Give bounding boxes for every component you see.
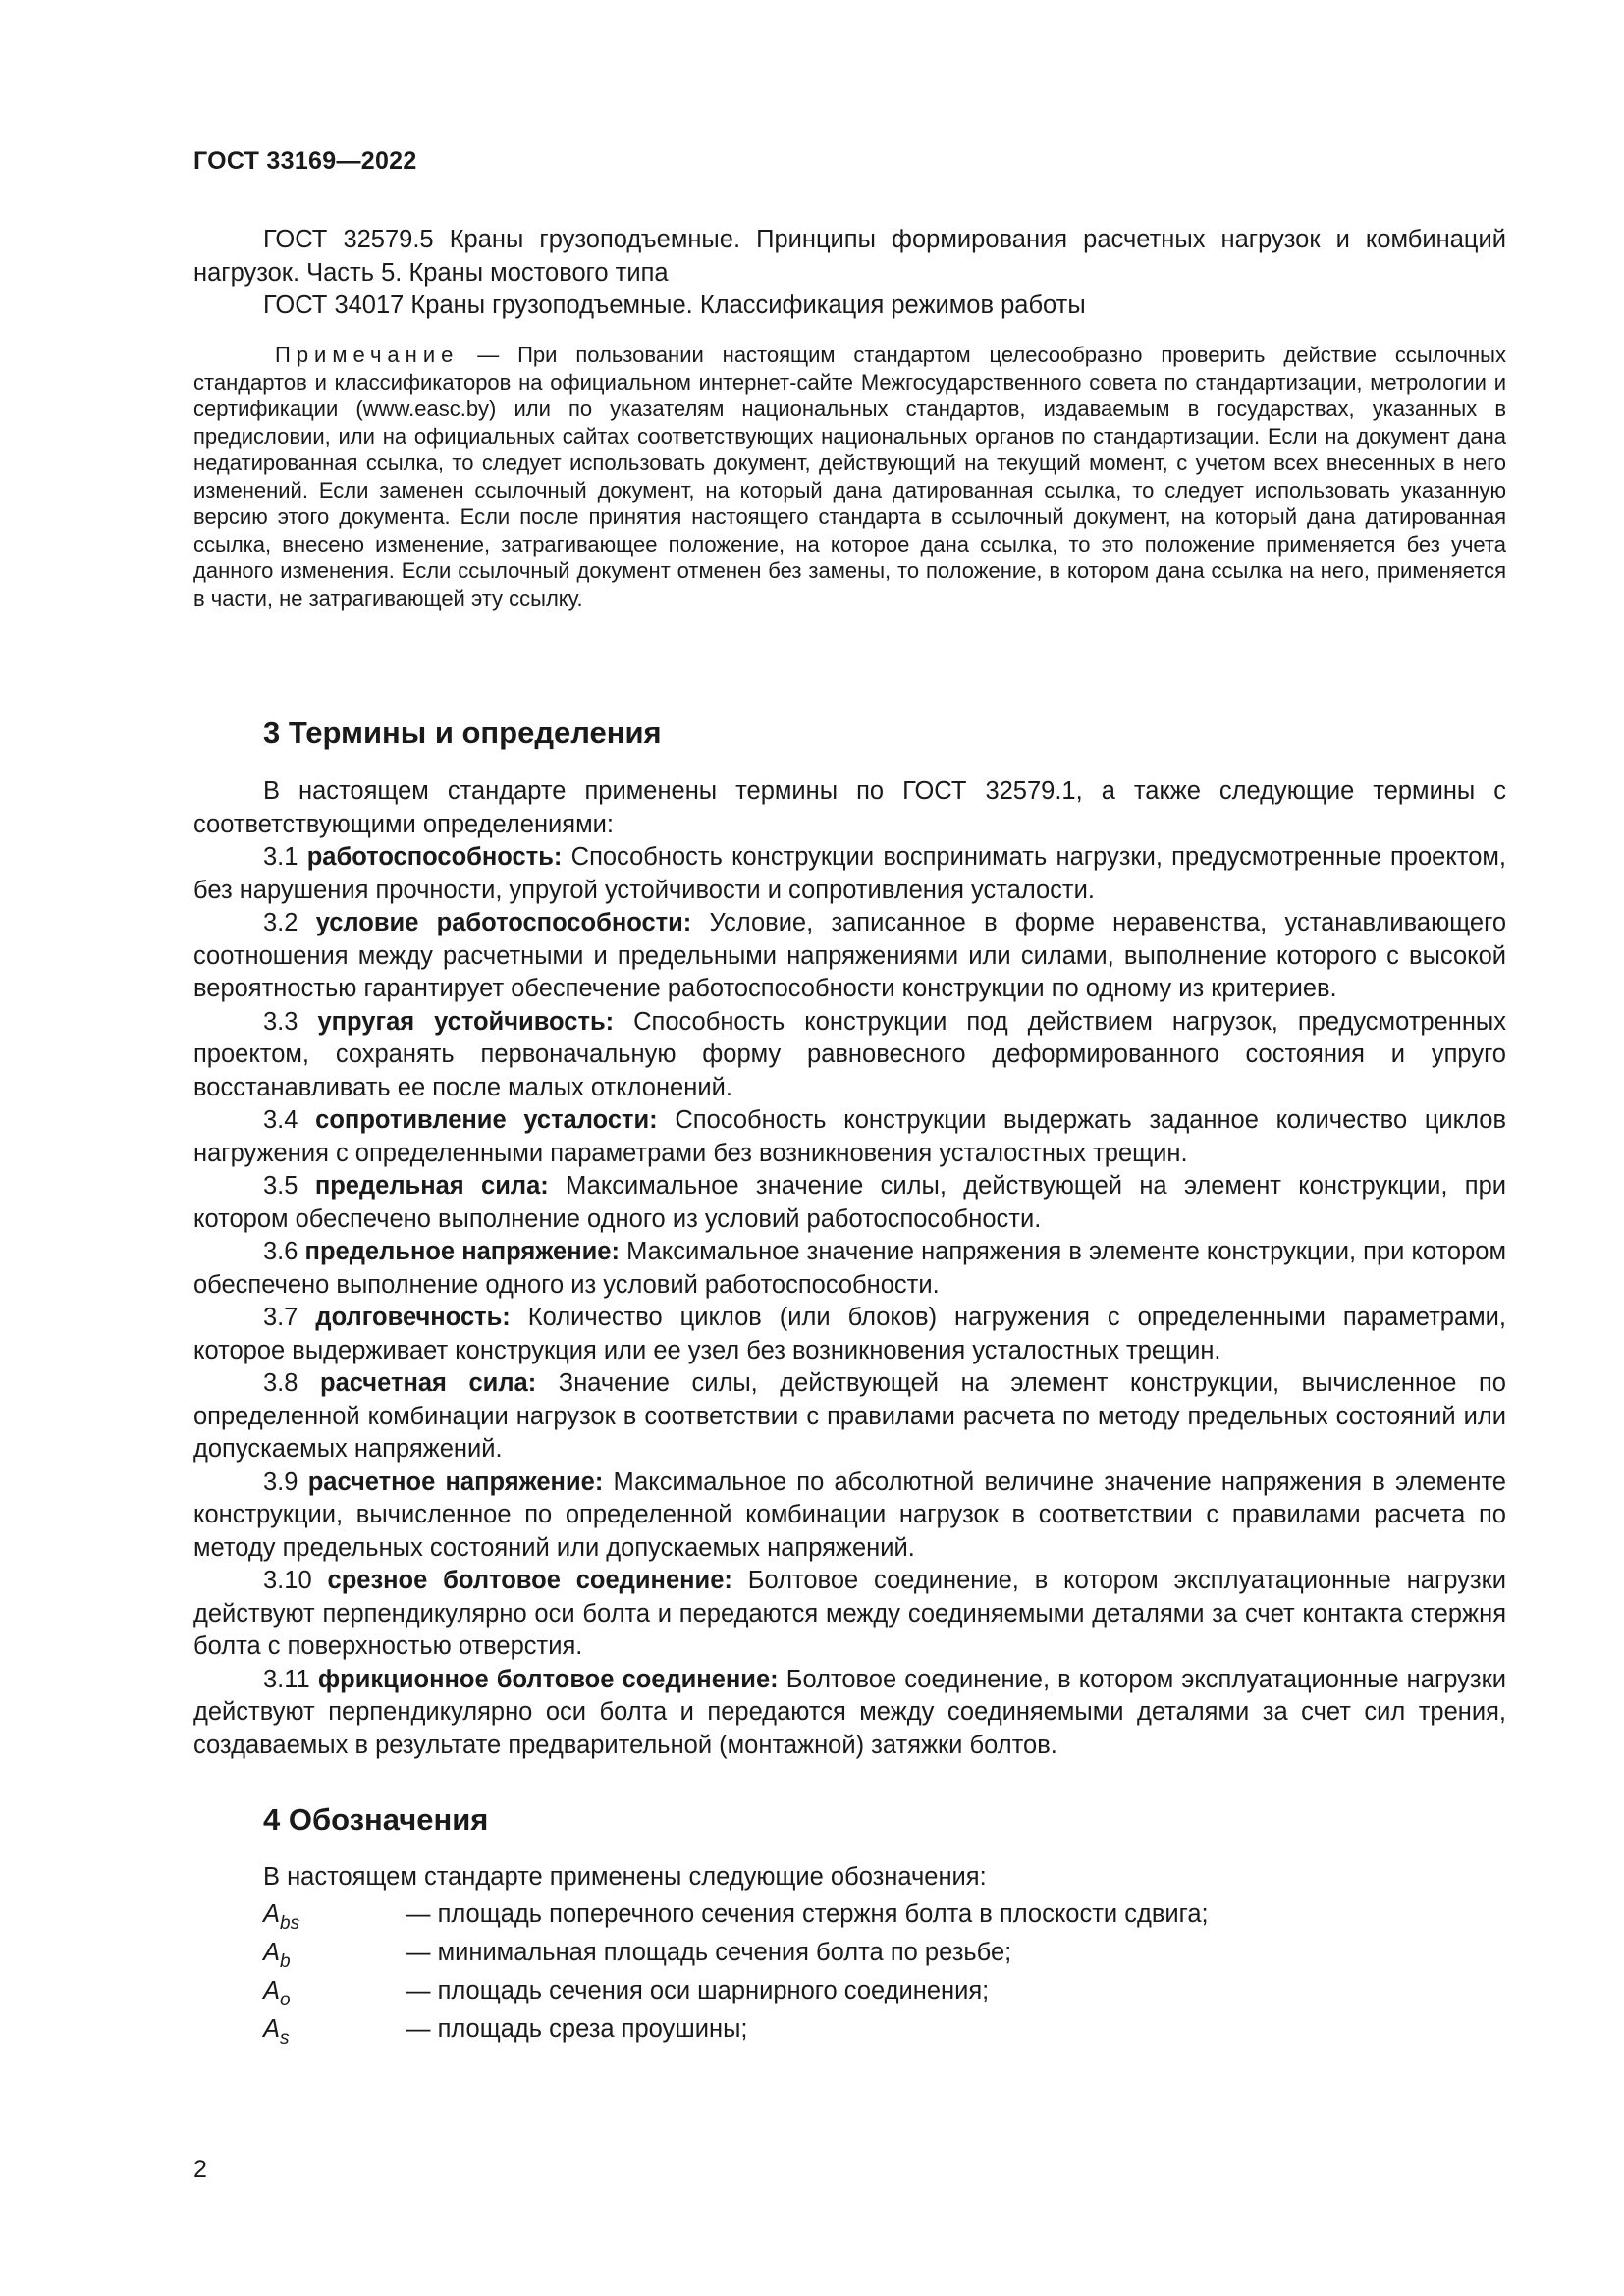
symbol-row [193,1939,1506,1977]
symbol-row [193,1900,1506,1939]
symbol-description: — площадь среза проушины; [406,2014,748,2043]
term-name: сопротивление усталости: [315,1106,658,1134]
symbol-base: A [263,1938,281,1966]
term-name: упругая устойчивость: [317,1007,615,1036]
term-name: условие работоспособности: [315,909,692,936]
symbols-list [193,1900,1506,2054]
term-text: Количество циклов (или блоков) нагружения с определенными параметрами, которое выдерживает конструкция или ее узел без возникновения усталостных трещин. [193,1304,1506,1364]
section-3-heading: 3 Термины и определения [263,716,662,750]
term-definition [193,1170,1506,1236]
note-label: Примечание [275,343,460,367]
term-text: Значение силы, действующей на элемент конструкции, вычисленное по определенной комбинации нагрузок в соответствии с правилами расчета по методу предельных состояний или допускаемых напряжений. [193,1369,1506,1463]
term-text: Максимальное значение напряжения в элементе конструкции, при котором обеспечено выполнение одного из условий работоспособности. [193,1238,1506,1299]
symbol [263,1900,299,1935]
term-number: 3.6 [263,1238,298,1265]
term-definition [193,1302,1506,1367]
term-text: Болтовое соединение, в котором эксплуатационные нагрузки действуют перпендикулярно оси болта и передаются между соединяемыми деталями за счет контакта стержня болта с поверхностью отверстия. [193,1567,1506,1660]
term-number: 3.3 [263,1007,298,1036]
term-number: 3.2 [263,909,298,936]
symbol-subscript: b [280,1950,291,1972]
reference-item: ГОСТ 32579.5 Краны грузоподъемные. Принципы формирования расчетных нагрузок и комбинаций нагрузок. Часть 5. Краны мостового типа [193,226,1506,287]
term-definition [193,1104,1506,1170]
terms-list [193,841,1506,1762]
section-4-heading: 4 Обозначения [263,1802,489,1837]
references-list [193,224,1506,323]
symbol-row [193,1977,1506,2015]
term-name: срезное болтовое соединение: [327,1567,732,1594]
note-block [193,342,1506,612]
term-definition [193,1664,1506,1763]
symbol-subscript: bs [280,1912,300,1934]
document-header: ГОСТ 33169—2022 [193,147,417,175]
term-definition [193,1367,1506,1467]
term-text: Максимальное значение силы, действующей на элемент конструкции, при котором обеспечено выполнение одного из условий работоспособности. [193,1172,1507,1233]
term-definition [193,1006,1506,1105]
term-name: предельное напряжение: [304,1238,620,1265]
term-number: 3.1 [263,843,298,871]
term-name: работоспособность: [306,843,563,871]
term-name: расчетная сила: [320,1369,537,1397]
term-name: фрикционное болтовое соединение: [317,1665,779,1693]
symbol-base: A [263,1899,281,1928]
term-definition [193,841,1506,907]
term-name: предельная сила: [314,1172,549,1200]
term-name: расчетное напряжение: [307,1468,604,1496]
symbol-description: — площадь сечения оси шарнирного соединения; [406,1976,990,2004]
symbol-description: — минимальная площадь сечения болта по резьбе; [406,1938,1012,1966]
term-number: 3.9 [263,1468,298,1496]
term-definition [193,1467,1506,1566]
term-definition [193,907,1506,1006]
symbol-subscript: o [280,1989,291,2010]
term-number: 3.8 [263,1369,298,1397]
section-4-body [193,1861,1506,2054]
note-body: — При пользовании настоящим стандартом целесообразно проверить действие ссылочных стандартов и классификаторов на официальном интернет-сайте Межгосударственного совета по стандартизации, метрологии и сертификации (www.easc.by) или по указателям национальных стандартов, издаваемым в государствах, указанных в предисловии, или на официальных сайтах соответствующих национальных органов по стандартизации. Если на документ дана недатированная ссылка, то следует использовать документ, действующий на текущий момент, с учетом всех внесенных в него изменений. Если заменен ссылочный документ, на который дана датированная ссылка, то следует использовать указанную версию этого документа. Если после принятия настоящего стандарта в ссылочный документ, на который дана датированная ссылка, внесено изменение, затрагивающее положение, на которое дана ссылка, то это положение применяется без учета данного изменения. Если ссылочный документ отменен без замены, то положение, в котором дана ссылка на него, применяется в части, не затрагивающей эту ссылку. [193,343,1506,611]
symbol-base: A [263,2014,281,2043]
term-number: 3.11 [263,1665,310,1693]
symbol-subscript: s [280,2027,290,2049]
symbol-description: — площадь поперечного сечения стержня болта в плоскости сдвига; [406,1899,1209,1928]
term-definition [193,1236,1506,1302]
section-4-intro: В настоящем стандарте применены следующие обозначения: [263,1863,987,1891]
section-3-body [193,775,1506,1762]
term-number: 3.7 [263,1304,298,1331]
symbol-base: A [263,1976,281,2004]
term-name: долговечность: [315,1304,511,1331]
term-text: Способность конструкции воспринимать нагрузки, предусмотренные проектом, без нарушения прочности, упругой устойчивости и сопротивления усталости. [193,843,1506,904]
term-number: 3.10 [263,1567,312,1594]
reference-item: ГОСТ 34017 Краны грузоподъемные. Классификация режимов работы [263,292,1086,319]
term-text: Болтовое соединение, в котором эксплуатационные нагрузки действуют перпендикулярно оси болта и передаются между соединяемыми деталями за счет сил трения, создаваемых в результате предварительной (монтажной) затяжки болтов. [193,1665,1506,1759]
term-text: Способность конструкции под действием нагрузок, предусмотренных проектом, сохранять первоначальную форму равновесного деформированного состояния и упруго восстанавливать ее после малых отклонений. [193,1007,1506,1101]
term-text: Условие, записанное в форме неравенства, устанавливающего соотношения между расчетными и предельными напряжениями или силами, выполнение которого с высокой вероятностью гарантирует обеспечение работоспособности конструкции по одному из критериев. [193,909,1506,1002]
note-text [193,342,1506,612]
section-3-intro: В настоящем стандарте применены термины по ГОСТ 32579.1, а также следующие термины с соответствующими определениями: [193,777,1506,838]
term-number: 3.5 [263,1172,298,1200]
symbol [263,1939,291,1973]
term-text: Способность конструкции выдержать заданное количество циклов нагружения с определенными параметрами без возникновения усталостных трещин. [193,1106,1507,1167]
symbol [263,1977,291,2011]
term-number: 3.4 [263,1106,298,1134]
symbol [263,2015,290,2050]
term-text: Максимальное по абсолютной величине значение напряжения в элементе конструкции, вычисленное по определенной комбинации нагрузок в соответствии с правилами расчета по методу предельных состояний или допускаемых напряжений. [193,1468,1506,1562]
term-definition [193,1565,1506,1664]
symbol-row [193,2015,1506,2054]
page-number: 2 [193,2156,207,2183]
